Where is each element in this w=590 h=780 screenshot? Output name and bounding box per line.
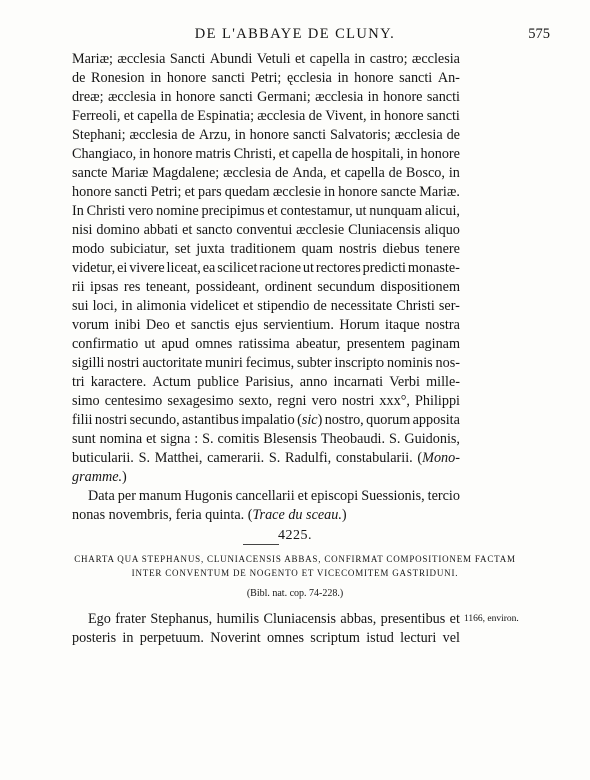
text-line: nisi domino abbati et sancto conventui æcclesie Cluniacensis aliquo [72, 222, 460, 238]
rubric-line: CHARTA QUA STEPHANUS, CLUNIACENSIS ABBAS, CONFIRMAT COMPOSITIONEM FACTAM [74, 554, 516, 564]
text-line: dreæ; æcclesia in honore sancti Germani; æcclesia in honore sancti [72, 89, 460, 105]
text-line: Ferreoli, et capella de Espinatia; æcclesia de Vivent, in honore sancti [72, 108, 460, 124]
text-line: confirmatio ut apud omnes ratissima abeatur, presentem paginam [72, 336, 460, 352]
charter-text-opening [72, 610, 460, 648]
text-line: posteris in perpetuum. Noverint omnes scriptum istud lecturi vel [72, 630, 460, 646]
charter-text-continuation [72, 50, 460, 525]
text-line: Changiaco, in honore matris Christi, et capella de hospitali, in honore [72, 146, 460, 162]
rubric-line: INTER CONVENTUM DE NOGENTO ET VICECOMITEM GASTRIDUNI. [131, 568, 459, 578]
text-line: nonas novembris, feria quinta. ( Trace du sceau. ) [72, 507, 347, 523]
text-line: honore sancti Petri; et pars quedam æcclesie in honore sancte Mariæ. [72, 184, 460, 200]
text-line: tri karactere. Actum publice Parisius, anno incarnati Verbi mille- [72, 374, 460, 390]
text-line: sancte Mariæ Magdalene; æcclesia de Anda, et capella de Bosco, in [72, 165, 460, 181]
text-line: Data per manum Hugonis cancellarii et episcopi Suessionis, tercio [88, 488, 460, 504]
text-line: gramme. ) [72, 469, 127, 485]
text-line: modo subiciatur, set juxta traditionem quam nostris diebus tenere [72, 241, 460, 257]
divider [243, 544, 279, 545]
text-line: sunt nomina et signa : S. comitis Blesensis Theobaudi. S. Guidonis, [72, 431, 460, 447]
text-line: simo centesimo sexagesimo sexto, regni vero nostri xxx°, Philippi [72, 393, 460, 409]
text-line: Ego frater Stephanus, humilis Cluniacensis abbas, presentibus et [88, 611, 460, 627]
text-line: de Ronesion in honore sancti Petri; ęcclesia in honore sancti An- [72, 70, 460, 86]
text-line: filii nostri secundo, astantibus impalatio (sic) nostro, quorum apposita [72, 412, 460, 428]
running-header [0, 24, 590, 46]
text-line: sigilli nostri auctoritate muniri fecimus, subter inscripto nominis nos- [72, 355, 460, 371]
running-title: DE L'ABBAYE DE CLUNY. [194, 26, 396, 42]
source-reference: (Bibl. nat. cop. 74-228.) [246, 588, 344, 599]
margin-date: 1166, environ. [464, 614, 519, 624]
text-line: sui loci, in alimonia videlicet et stipendio de necessitate Christi ser- [72, 298, 460, 314]
charter-number: 4225. [278, 528, 312, 543]
text-line: rii ipsas res teneant, possideant, ordinent secundum dispositionem [72, 279, 460, 295]
text-line: In Christi vero nomine precipimus et contestamur, ut nunquam alicui, [72, 203, 460, 219]
text-line: vorum inibi Deo et sanctis ejus servientium. Horum itaque nostra [72, 317, 460, 333]
text-line: Stephani; æcclesia de Arzu, in honore sancti Salvatoris; æcclesia de [72, 127, 460, 143]
text-line: Mariæ; æcclesia Sancti Abundi Vetuli et capella in castro; æcclesia [72, 51, 460, 67]
text-line: videtur, ei vivere liceat, ea scilicet racione ut rectores predicti monaste- [72, 260, 460, 276]
text-line: buticularii. S. Matthei, camerarii. S. Radulfi, constabularii. (Mono- [72, 450, 460, 466]
page-number: 575 [528, 26, 550, 42]
